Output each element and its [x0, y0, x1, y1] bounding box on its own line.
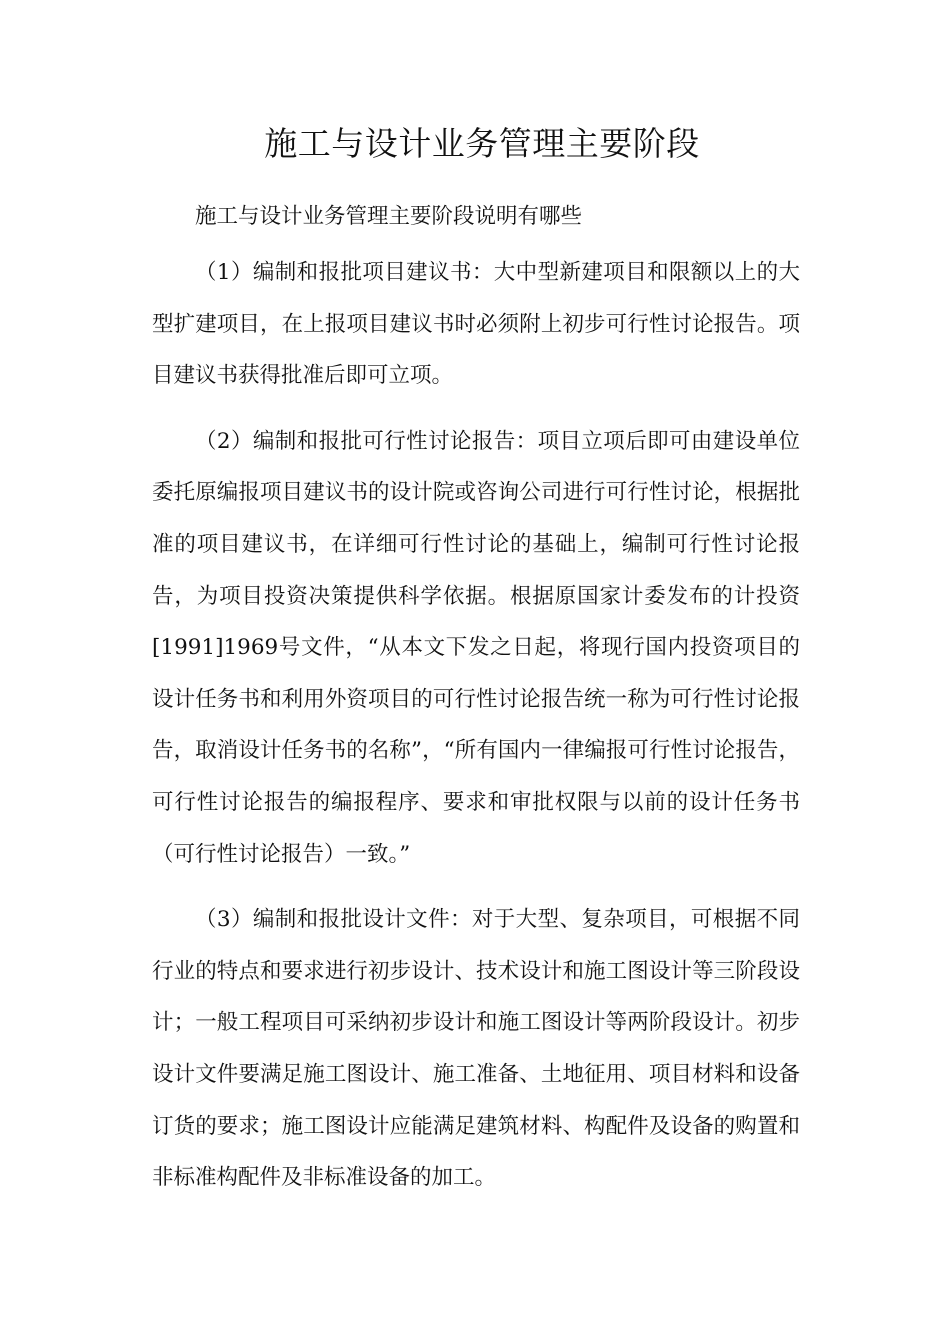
paragraph-1: （1）编制和报批项目建议书：大中型新建项目和限额以上的大型扩建项目，在上报项目建议书时必须附上初步可行性讨论报告。项目建议书获得批准后即可立项。	[152, 260, 800, 389]
paragraph-2: （2）编制和报批可行性讨论报告：项目立项后即可由建设单位委托原编报项目建议书的设计院或咨询公司进行可行性讨论，根据批准的项目建议书，在详细可行性讨论的基础上，编制可行性讨论报告，为项目投资决策提供科学依据。根据原国家计委发布的计投资[1991]1969号文件，“从本文下发之日起，将现行国内投资项目的设计任务书和利用外资项目的可行性讨论报告统一称为可行性讨论报告，取消设计任务书的名称”，“所有国内一律编报可行性讨论报告，可行性讨论报告的编报程序、要求和审批权限与以前的设计任务书（可行性讨论报告）一致。”	[152, 428, 800, 867]
paragraph-3: （3）编制和报批设计文件：对于大型、复杂项目，可根据不同行业的特点和要求进行初步设计、技术设计和施工图设计等三阶段设计；一般工程项目可采纳初步设计和施工图设计等两阶段设计。初步设计文件要满足施工图设计、施工准备、土地征用、项目材料和设备订货的要求；施工图设计应能满足建筑材料、构配件及设备的购置和非标准构配件及非标准设备的加工。	[152, 907, 800, 1191]
document-subtitle: 施工与设计业务管理主要阶段说明有哪些	[195, 204, 583, 229]
document-title: 施工与设计业务管理主要阶段	[264, 124, 700, 163]
document-page	[152, 118, 800, 1204]
